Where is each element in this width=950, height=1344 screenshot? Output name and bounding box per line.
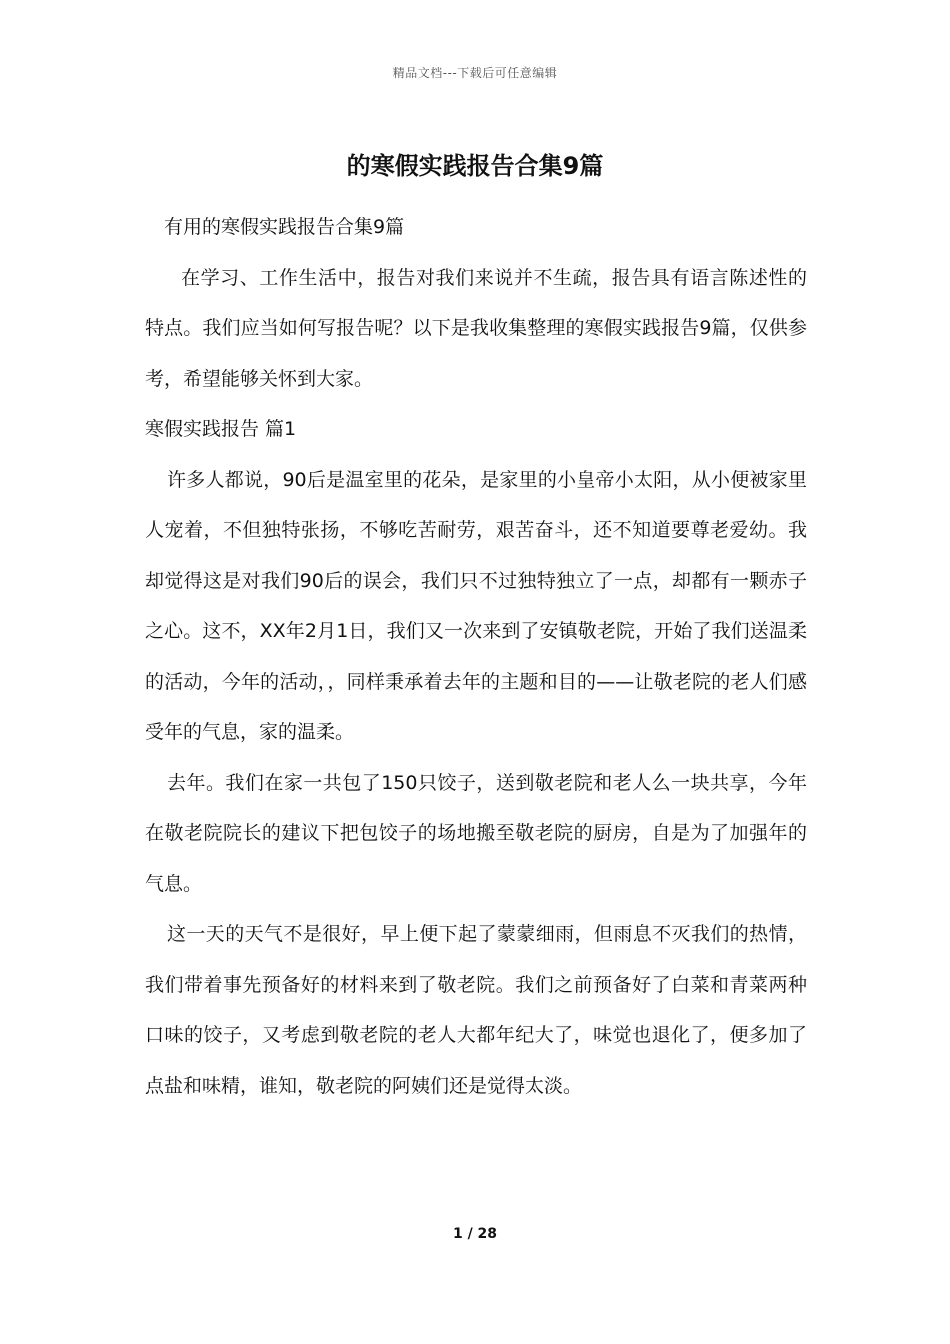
- body-paragraph-1: 许多人都说，90后是温室里的花朵，是家里的小皇帝小太阳，从小便被家里人宠着，不但独特张扬，不够吃苦耐劳，艰苦奋斗，还不知道要尊老爱幼。我却觉得这是对我们90后的误会，我们只不过独特独立了一点，却都有一颗赤子之心。这不，XX年2月1日，我们又一次来到了安镇敬老院，开始了我们送温柔的活动，今年的活动，，同样秉承着去年的主题和目的——让敬老院的老人们感受年的气息，家的温柔。: [145, 468, 807, 743]
- section-heading: 寒假实践报告 篇1: [145, 418, 297, 440]
- body-paragraph-3: 这一天的天气不是很好，早上便下起了蒙蒙细雨，但雨息不灭我们的热情，我们带着事先预备好的材料来到了敬老院。我们之前预备好了白菜和青菜两种口味的饺子，又考虑到敬老院的老人大都年纪大了，味觉也退化了，便多加了点盐和味精，谁知，敬老院的阿姨们还是觉得太淡。: [145, 923, 807, 1097]
- document-title: 的寒假实践报告合集9篇: [346, 152, 604, 180]
- intro-paragraph: 在学习、工作生活中，报告对我们来说并不生疏，报告具有语言陈述性的特点。我们应当如何写报告呢？以下是我收集整理的寒假实践报告9篇，仅供参考，希望能够关怀到大家。: [145, 266, 807, 390]
- page-header: 精品文档---下载后可任意编辑: [392, 66, 558, 80]
- document-body: [145, 202, 807, 1111]
- body-paragraph-2: 去年。我们在家一共包了150只饺子，送到敬老院和老人么一块共享，今年在敬老院院长的建议下把包饺子的场地搬至敬老院的厨房，自是为了加强年的气息。: [145, 771, 807, 895]
- document-subtitle: 有用的寒假实践报告合集9篇: [164, 216, 405, 238]
- page-number: 1 / 28: [452, 1226, 498, 1242]
